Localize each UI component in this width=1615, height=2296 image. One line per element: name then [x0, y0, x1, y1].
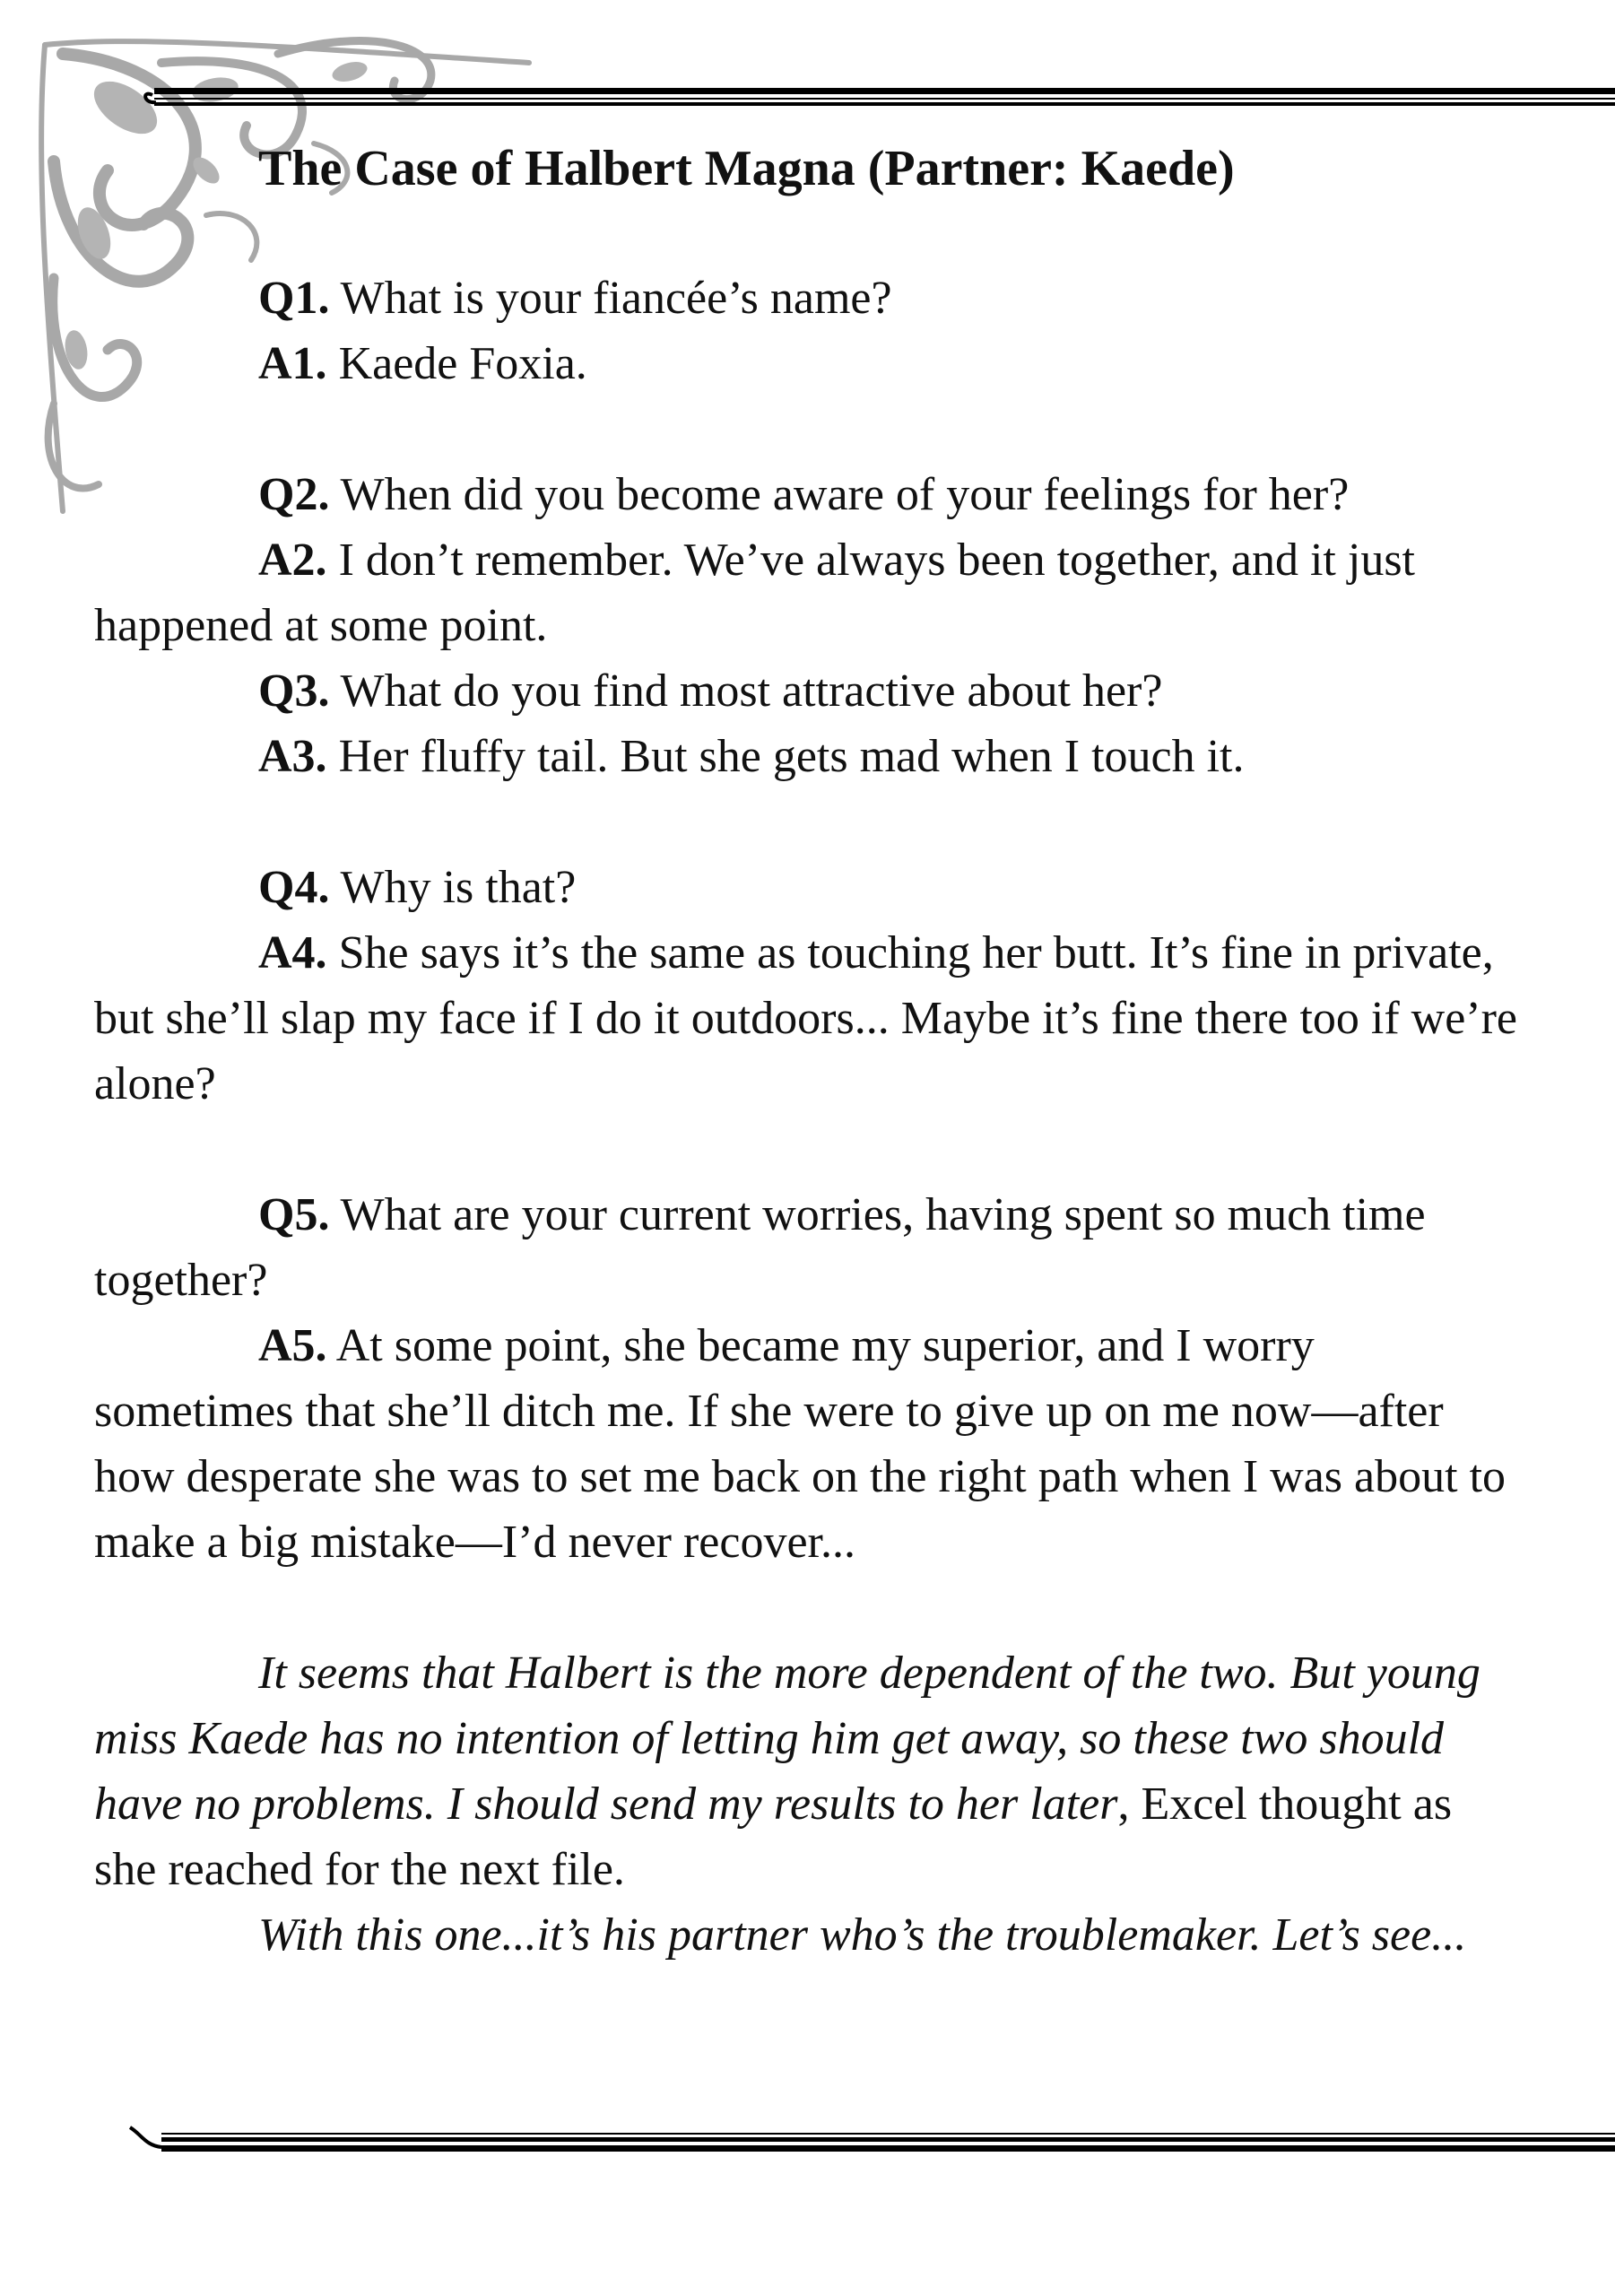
paragraph-gap [94, 1575, 1524, 1640]
paragraph-gap [94, 396, 1524, 462]
narration-1-plain: , Excel thought as she reached for the next file. [94, 1779, 1453, 1895]
question-2-text: When did you become aware of your feelings for her? [340, 469, 1350, 520]
bottom-border-rule [126, 2108, 1615, 2157]
question-2-label: Q2. [258, 469, 330, 520]
answer-4-label: A4. [258, 927, 327, 978]
answer-4 [94, 920, 1524, 1117]
answer-4-text: She says it’s the same as touching her butt. It’s fine in private, but she’ll slap my face if I do it outdoors... Maybe it’s fine there too if we’re alone? [94, 927, 1518, 1109]
question-3 [94, 658, 1524, 724]
answer-5-label: A5. [258, 1320, 327, 1371]
question-3-label: Q3. [258, 665, 330, 717]
answer-1 [94, 331, 1524, 396]
answer-5 [94, 1313, 1524, 1575]
page-title: The Case of Halbert Magna (Partner: Kaede) [258, 141, 1235, 196]
top-border-rule [135, 79, 1615, 115]
answer-3-text: Her fluffy tail. But she gets mad when I touch it. [338, 731, 1245, 782]
answer-2-text: I don’t remember. We’ve always been together, and it just happened at some point. [94, 535, 1416, 651]
narration-paragraph-1 [94, 1640, 1524, 1902]
question-1-label: Q1. [258, 273, 330, 324]
paragraph-gap [94, 789, 1524, 855]
answer-3-label: A3. [258, 731, 327, 782]
narration-paragraph-2 [94, 1902, 1524, 1968]
question-5-text: What are your current worries, having spent so much time together? [94, 1189, 1426, 1306]
answer-3 [94, 724, 1524, 789]
answer-1-text: Kaede Foxia. [338, 338, 587, 389]
question-3-text: What do you find most attractive about her? [340, 665, 1163, 717]
question-5 [94, 1182, 1524, 1313]
document-body [94, 265, 1524, 1968]
answer-1-label: A1. [258, 338, 327, 389]
question-5-label: Q5. [258, 1189, 330, 1240]
answer-2-label: A2. [258, 535, 327, 586]
answer-2 [94, 527, 1524, 658]
paragraph-gap [94, 1117, 1524, 1182]
question-1 [94, 265, 1524, 331]
question-2 [94, 462, 1524, 527]
question-4-text: Why is that? [340, 862, 577, 913]
narration-1-italic: It seems that Halbert is the more dependent of the two. But young miss Kaede has no intention of letting him get away, so these two should have no problems. I should send my results to her later [94, 1648, 1480, 1830]
question-4 [94, 855, 1524, 920]
question-4-label: Q4. [258, 862, 330, 913]
narration-2-italic: With this one...it’s his partner who’s the troublemaker. Let’s see... [258, 1909, 1467, 1961]
question-1-text: What is your fiancée’s name? [340, 273, 892, 324]
answer-5-text: At some point, she became my superior, and I worry sometimes that she’ll ditch me. If she were to give up on me now—after how desperate she was to set me back on the right path when I was about to make a big mistake—I’d never recover... [94, 1320, 1506, 1568]
